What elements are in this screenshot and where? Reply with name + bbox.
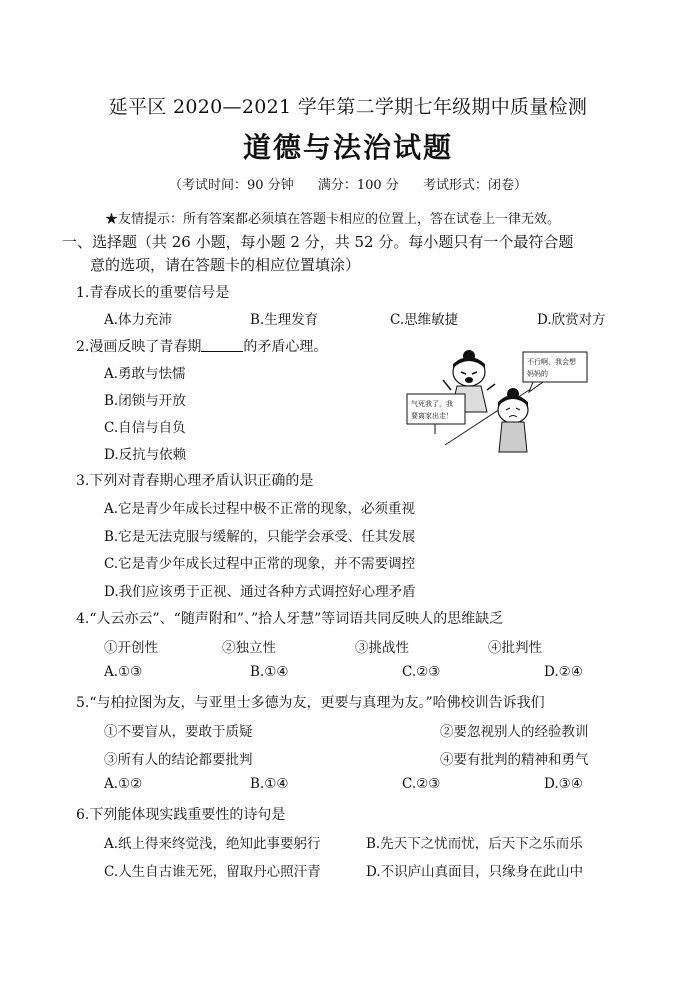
cartoon-bubble-right	[523, 352, 587, 392]
q5-statement-4: ④要有批判的精神和勇气	[440, 752, 589, 768]
q4-option-b: B.①④	[250, 664, 289, 680]
q4-statement-2: ②独立性	[222, 640, 276, 656]
q1-option-c: C.思维敏捷	[390, 312, 459, 328]
q5-option-b: B.①④	[250, 776, 289, 792]
q5-stem: 5.“与柏拉图为友，与亚里士多德为友，更要与真理为友。”哈佛校训告诉我们	[76, 695, 545, 711]
q4-statement-3: ③挑战性	[355, 640, 409, 656]
q2-option-d: D.反抗与依赖	[104, 447, 187, 463]
q2-blank	[201, 339, 243, 352]
q1-option-a: A.体力充沛	[104, 312, 173, 328]
exam-meta	[0, 174, 696, 193]
exam-score: 满分：100 分	[317, 178, 399, 193]
q3-option-c: C.它是青少年成长过程中正常的现象，并不需要调控	[104, 556, 416, 572]
cartoon-bubble-text-1: 不行啊，我会想	[527, 358, 576, 366]
q6-option-b: B.先天下之忧而忧，后天下之乐而乐	[366, 836, 583, 852]
q3-stem: 3.下列对青春期心理矛盾认识正确的是	[76, 473, 314, 489]
q5-option-d: D.③④	[544, 776, 583, 792]
q6-option-a: A.纸上得来终觉浅，绝知此事要躬行	[104, 836, 321, 852]
q5-statement-1: ①不要盲从，要敢于质疑	[104, 724, 253, 740]
exam-time: （考试时间：90 分钟	[169, 178, 294, 193]
cartoon-bubble-text-2: 妈妈的	[527, 370, 548, 378]
q1-option-d: D.欣赏对方	[537, 312, 606, 328]
q5-option-c: C.②③	[402, 776, 441, 792]
q5-statement-3: ③所有人的结论都要批判	[104, 752, 253, 768]
exam-subject-title: 道德与法治试题	[242, 131, 453, 164]
q4-option-d: D.②④	[544, 664, 583, 680]
q2-stem-pre: 2.漫画反映了青春期	[76, 339, 202, 355]
exam-form: 考试形式：闭卷）	[422, 178, 527, 193]
cartoon-sign-text-1: 气死我了，我	[411, 400, 453, 408]
friendly-tip: ★友情提示：所有答案都必须填在答题卡相应的位置上，答在试卷上一律无效。	[105, 212, 561, 227]
q3-option-b: B.它是无法克服与缓解的，只能学会承受、任其发展	[104, 529, 416, 545]
q2-option-c: C.自信与自负	[104, 420, 186, 436]
q2-option-a: A.勇敢与怯懦	[104, 366, 186, 382]
exam-title-line1: 延平区 2020—2021 学年第二学期七年级期中质量检测	[108, 96, 588, 118]
q1-option-b: B.生理发育	[250, 312, 319, 328]
q5-option-a: A.①②	[104, 776, 143, 792]
q4-option-a: A.①③	[104, 664, 143, 680]
cartoon-sad-girl	[498, 388, 528, 452]
cartoon-sign-left	[407, 394, 465, 434]
q4-stem: 4.“人云亦云”、“随声附和”、”拾人牙慧”等词语共同反映人的思维缺乏	[76, 611, 504, 627]
q4-option-c: C.②③	[402, 664, 441, 680]
q2-cartoon	[405, 350, 605, 460]
q4-statement-4: ④批判性	[488, 640, 542, 656]
q3-option-a: A.它是青少年成长过程中极不正常的现象，必须重视	[104, 501, 416, 517]
q1-stem: 1.青春成长的重要信号是	[76, 285, 230, 301]
q5-statement-2: ②要忽视别人的经验教训	[440, 724, 589, 740]
q3-option-d: D.我们应该勇于正视、通过各种方式调控好心理矛盾	[104, 584, 416, 600]
section-heading-line1: 一、选择题（共 26 小题，每小题 2 分，共 52 分。每小题只有一个最符合题	[62, 233, 574, 251]
section-heading-line2: 意的选项，请在答题卡的相应位置填涂）	[90, 256, 361, 274]
q6-option-d: D.不识庐山真面目，只缘身在此山中	[366, 864, 584, 880]
q2-stem	[76, 336, 327, 356]
q2-stem-post: 的矛盾心理。	[243, 339, 328, 355]
q6-stem: 6.下列能体现实践重要性的诗句是	[76, 807, 286, 823]
q4-statement-1: ①开创性	[104, 640, 158, 656]
cartoon-sign-text-2: 要离家出走！	[411, 412, 453, 420]
q6-option-c: C.人生自古谁无死，留取丹心照汗青	[104, 864, 321, 880]
q2-option-b: B.闭锁与开放	[104, 393, 186, 409]
